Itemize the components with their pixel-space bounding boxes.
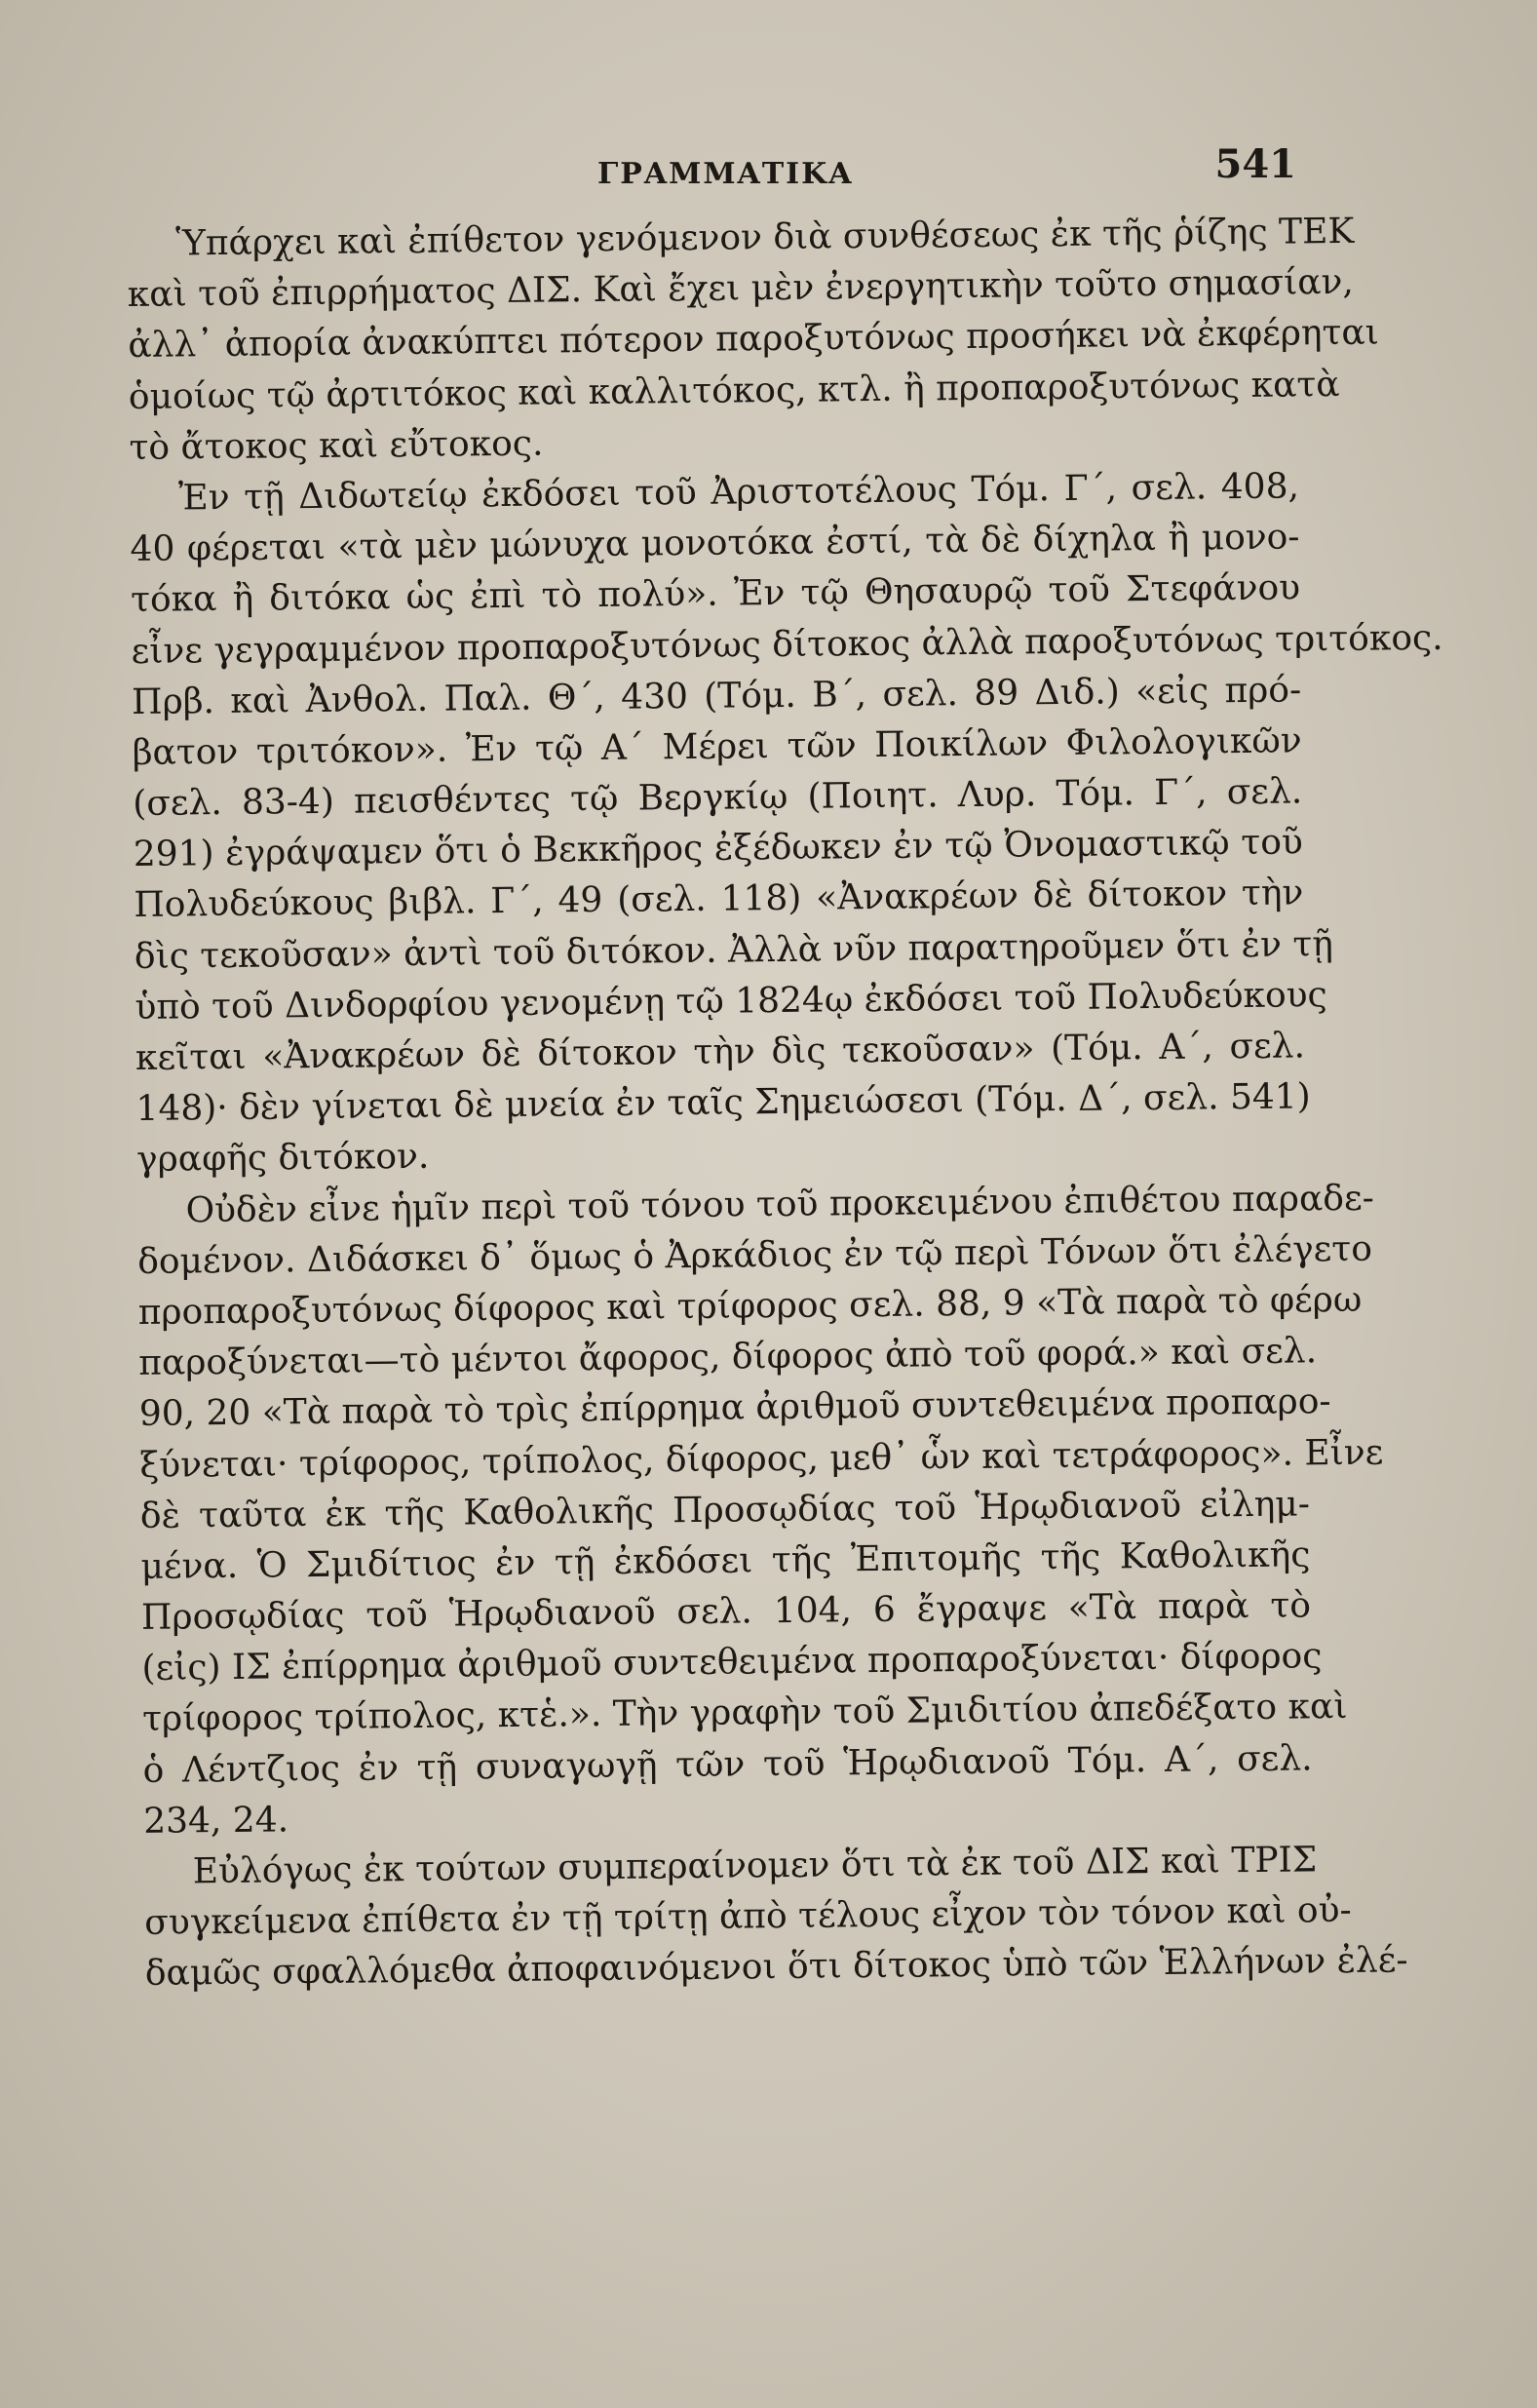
text-line: Πολυδεύκους βιβλ. Γ΄, 49 (σελ. 118) «Ἀνακρέων δὲ δίτοκον τὴν [134, 873, 1304, 926]
text-line: τὸ ἄτοκος καὶ εὔτοκος. [129, 423, 544, 468]
text-line: ὁ Λέντζιος ἐν τῇ συναγωγῇ τῶν τοῦ Ἡρῳδιανοῦ Τόμ. Α΄, σελ. [142, 1737, 1313, 1791]
text-line: ὁμοίως τῷ ἀρτιτόκος καὶ καλλιτόκος, κτλ. ἢ προπαροξυτόνως κατὰ [128, 364, 1340, 417]
text-line: εἶνε γεγραμμένον προπαροξυτόνως δίτοκος ἀλλὰ παροξυτόνως τριτόκος. [131, 617, 1443, 672]
running-title: ΓΡΑΜΜΑΤΙΚΑ [597, 157, 854, 191]
text-line: δομένον. Διδάσκει δ᾽ ὅμως ὁ Ἀρκάδιος ἐν τῷ περὶ Τόνων ὅτι ἐλέγετο [136, 1228, 1373, 1282]
text-line: τρίφορος τρίπολος, κτἑ.». Τὴν γραφὴν τοῦ Σμιδιτίου ἀπεδέξατο καὶ [141, 1687, 1348, 1740]
text-line: Ἐν τῇ Διδωτείῳ ἐκδόσει τοῦ Ἀριστοτέλους Τόμ. Γ΄, σελ. 408, [177, 466, 1300, 519]
text-line: ὑπὸ τοῦ Δινδορφίου γενομένῃ τῷ 1824ῳ ἐκδόσει τοῦ Πολυδεύκους [134, 974, 1327, 1028]
text-line: καὶ τοῦ ἐπιρρήματος ΔΙΣ. Καὶ ἔχει μὲν ἐνεργητικὴν τοῦτο σημασίαν, [127, 262, 1355, 316]
text-line: 90, 20 «Τὰ παρὰ τὸ τρὶς ἐπίρρημα ἀριθμοῦ συντεθειμένα προπαρο- [138, 1381, 1331, 1435]
page-number: 541 [1214, 141, 1296, 187]
text-line: παροξύνεται—τὸ μέντοι ἄφορος, δίφορος ἀπὸ τοῦ φορά.» καὶ σελ. [138, 1331, 1318, 1384]
text-line: προπαροξυτόνως δίφορος καὶ τρίφορος σελ. 88, 9 «Τὰ παρὰ τὸ φέρω [137, 1279, 1363, 1333]
text-line: ξύνεται· τρίφορος, τρίπολος, δίφορος, μεθ᾽ ὧν καὶ τετράφορος». Εἶνε [139, 1432, 1384, 1486]
text-line: Προσῳδίας τοῦ Ἡρῳδιανοῦ σελ. 104, 6 ἔγραψε «Τὰ παρὰ τὸ [140, 1585, 1312, 1638]
text-line: μένα. Ὁ Σμιδίτιος ἐν τῇ ἐκδόσει τῆς Ἐπιτομῆς τῆς Καθολικῆς [140, 1534, 1311, 1587]
text-line: ἀλλ᾽ ἀπορία ἀνακύπτει πότερον παροξυτόνως προσήκει νὰ ἐκφέρηται [128, 312, 1380, 367]
text-line: δαμῶς σφαλλόμεθα ἀποφαινόμενοι ὅτι δίτοκος ὑπὸ τῶν Ἑλλήνων ἐλέ- [144, 1940, 1408, 1995]
text-line: Ὑπάρχει καὶ ἐπίθετον γενόμενον διὰ συνθέσεως ἐκ τῆς ῥίζης ΤΕΚ [175, 211, 1355, 264]
text-line: γραφῆς διτόκον. [135, 1137, 430, 1181]
body-text [127, 207, 1443, 2000]
text-line: κεῖται «Ἀνακρέων δὲ δίτοκον τὴν δὶς τεκοῦσαν» (Τόμ. Α΄, σελ. [134, 1026, 1306, 1078]
text-line: τόκα ἢ διτόκα ὡς ἐπὶ τὸ πολύ». Ἐν τῷ Θησαυρῷ τοῦ Στεφάνου [130, 567, 1301, 621]
text-line: 234, 24. [142, 1800, 289, 1842]
text-line: Οὐδὲν εἶνε ἡμῖν περὶ τοῦ τόνου τοῦ προκειμένου ἐπιθέτου παραδε- [185, 1178, 1374, 1230]
text-line: (σελ. 83-4) πεισθέντες τῷ Βεργκίῳ (Ποιητ. Λυρ. Τόμ. Γ΄, σελ. [133, 771, 1303, 825]
text-line: δὲ ταῦτα ἐκ τῆς Καθολικῆς Προσῳδίας τοῦ Ἡρῳδιανοῦ εἰλημ- [139, 1484, 1311, 1536]
text-line: δὶς τεκοῦσαν» ἀντὶ τοῦ διτόκον. Ἀλλὰ νῦν παρατηροῦμεν ὅτι ἐν τῇ [134, 923, 1334, 977]
text-line: Πρβ. καὶ Ἀνθολ. Παλ. Θ΄, 430 (Τόμ. Β΄, σελ. 89 Διδ.) «εἰς πρό- [131, 670, 1302, 722]
text-line: 291) ἐγράψαμεν ὅτι ὁ Βεκκῆρος ἐξέδωκεν ἐν τῷ Ὀνομαστικῷ τοῦ [133, 822, 1303, 875]
text-line: 40 φέρεται «τὰ μὲν μώνυχα μονοτόκα ἐστί, τὰ δὲ δίχηλα ἢ μονο- [130, 517, 1300, 570]
text-line: συγκείμενα ἐπίθετα ἐν τῇ τρίτῃ ἀπὸ τέλους εἶχον τὸν τόνον καὶ οὐ- [144, 1890, 1352, 1944]
text-line: (εἰς) ΙΣ ἐπίρρημα ἀριθμοῦ συντεθειμένα προπαροξύνεται· δίφορος [141, 1636, 1323, 1689]
text-line: Εὐλόγως ἐκ τούτων συμπεραίνομεν ὅτι τὰ ἐκ τοῦ ΔΙΣ καὶ ΤΡΙΣ [192, 1840, 1318, 1892]
text-line: βατον τριτόκον». Ἐν τῷ Α΄ Μέρει τῶν Ποικίλων Φιλολογικῶν [132, 720, 1302, 773]
page-header [127, 141, 1296, 200]
text-line: 148)· δὲν γίνεται δὲ μνεία ἐν ταῖς Σημειώσεσι (Τόμ. Δ΄, σελ. 541) [135, 1076, 1311, 1130]
